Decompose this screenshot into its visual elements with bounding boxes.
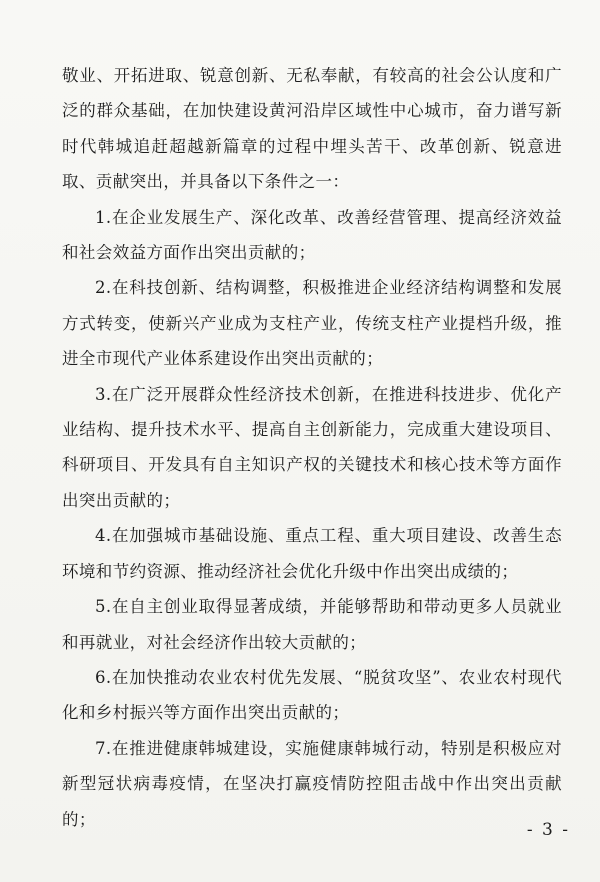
condition-2: 2.在科技创新、结构调整，积极推进企业经济结构调整和发展方式转变，使新兴产业成为支柱产业，传统支柱产业提档升级，推进全市现代产业体系建设作出突出贡献的； <box>62 278 562 369</box>
condition-4: 4.在加强城市基础设施、重点工程、重大项目建设、改善生态环境和节约资源、推动经济社会优化升级中作出突出成绩的； <box>62 526 562 581</box>
document-body <box>62 58 562 837</box>
condition-6: 6.在加快推动农业农村优先发展、“脱贫攻坚”、农业农村现代化和乡村振兴等方面作出突出贡献的； <box>62 667 562 723</box>
condition-5: 5.在自主创业取得显著成绩，并能够帮助和带动更多人员就业和再就业，对社会经济作出较大贡献的； <box>62 597 562 652</box>
condition-3: 3.在广泛开展群众性经济技术创新，在推进科技进步、优化产业结构、提升技术水平、提高自主创新能力，完成重大建设项目、科研项目、开发具有自主知识产权的关键技术和核心技术等方面作出突出贡献的； <box>62 384 562 510</box>
page-number: - 3 - <box>526 820 570 840</box>
condition-1: 1.在企业发展生产、深化改革、改善经营管理、提高经济效益和社会效益方面作出突出贡献的； <box>62 207 562 263</box>
intro-paragraph: 敬业、开拓进取、锐意创新、无私奉献，有较高的社会公认度和广泛的群众基础，在加快建设黄河沿岸区域性中心城市，奋力谱写新时代韩城追赶超越新篇章的过程中埋头苦干、改革创新、锐意进取、贡献突出，并具备以下条件之一： <box>62 66 562 192</box>
condition-7: 7.在推进健康韩城建设，实施健康韩城行动，特别是积极应对新型冠状病毒疫情，在坚决打赢疫情防控阻击战中作出突出贡献的； <box>62 738 562 829</box>
